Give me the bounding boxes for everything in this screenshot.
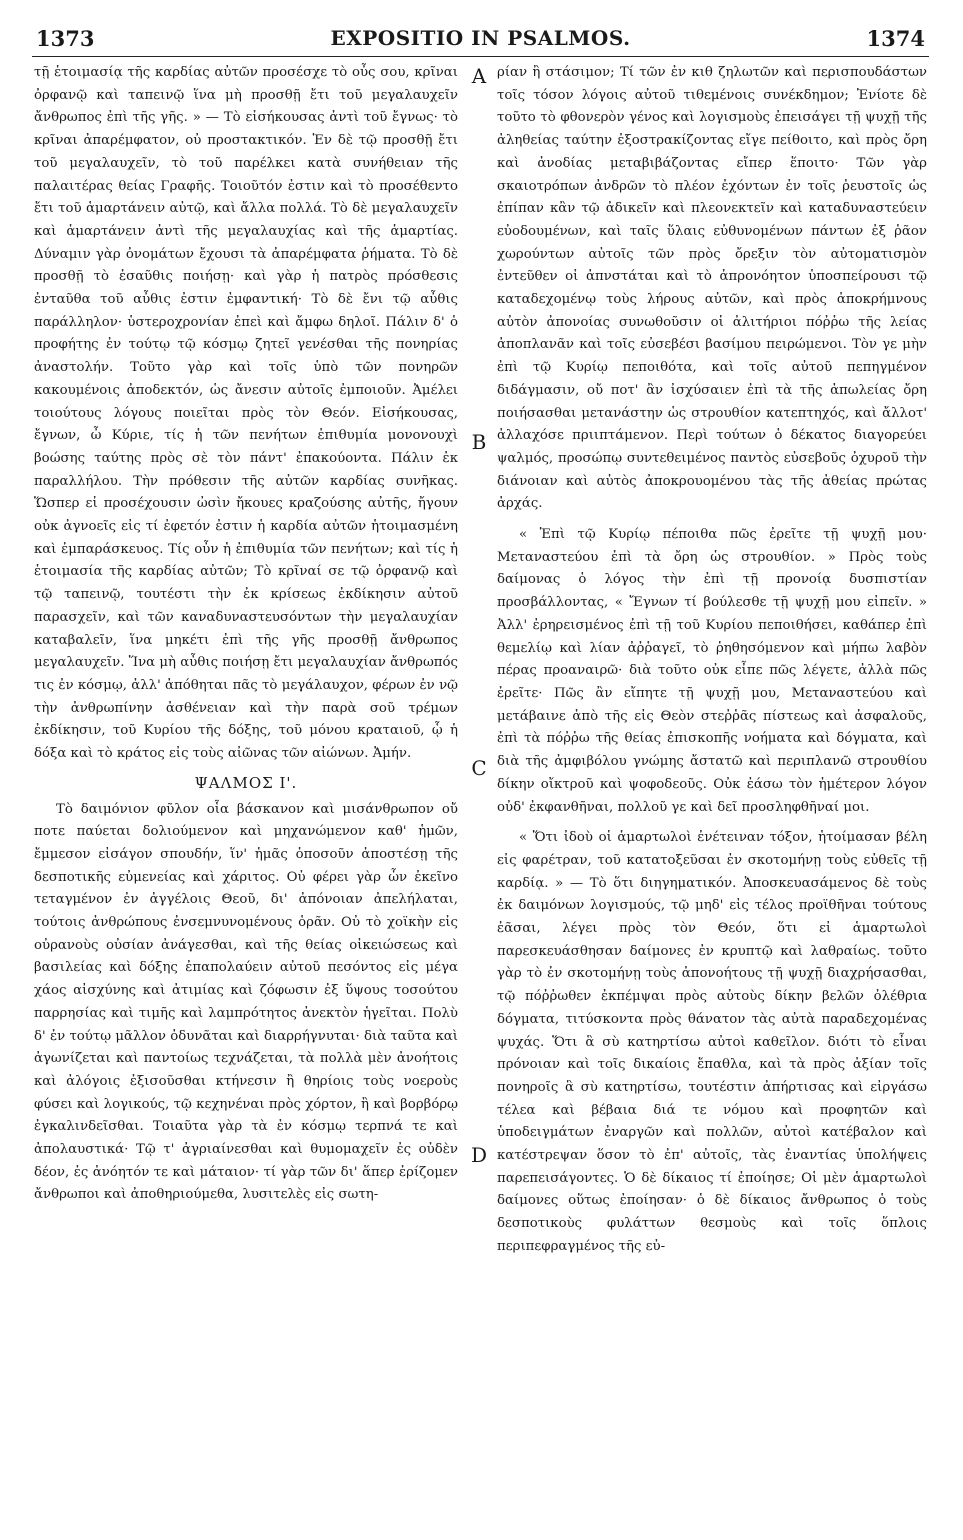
section-marker-d: D	[470, 1143, 488, 1167]
page-number-right: 1374	[866, 26, 925, 51]
right-paragraph-3: « Ὅτι ἰδοὺ οἱ ἁμαρτωλοὶ ἐνέτειναν τόξον, ἡτοίμασαν βέλη εἰς φαρέτραν, τοῦ κατατοξεῦσαι ἐν σκοτομήνῃ τοὺς εὐθεῖς τῇ καρδίᾳ. » — Τὸ ὅτι διηγηματικόν. Ἀποσκευασάμενος δὲ τοὺς ἐκ δαιμόνων λογισμούς, τῷ μηδ' εἰς τέλος προϊθῆναι τούτους ἐᾶσαι, λέγει πρὸς τὸν Θεόν, ὅτι εἰ ἁμαρτωλοὶ παρεσκευάσθησαν δαίμονες ἐν κρυπτῷ καὶ λαθραίως. τοῦτο γὰρ τὸ ἐν σκοτομήνῃ τοὺς ἀπονοήτους τῇ ψυχῇ διαχρήσασθαι, τῷ πόῤῥωθεν ἐκπέμψαι πρὸς αὐτοὺς δίκην βελῶν ὀλέθρια δόγματα, τιτύσκοντα πρὸς θάνατον τὰς αὐτὰ παραδεχομένας ψυχάς. Ὅτι ἃ σὺ κατηρτίσω αὐτοὶ καθεῖλον. διότι τὸ εἶναι πρόνοιαν καὶ τοῖς δικαίοις ἔπαθλα, καὶ τὰ πρὸς ἀξίαν τοῖς πονηροῖς ἃ σὺ κατηρτίσω, τουτέστιν ἀπήρτισας καὶ εἰργάσω τέλεα καὶ βέβαια διά τε νόμου καὶ προφητῶν καὶ ὑποδειγμάτων ἐναργῶν καὶ πολλῶν, αὐτοὶ κατέβαλον καὶ κατέστρεψαν ὅσον τὸ ἐπ' αὐτοῖς, τὰς ἐναντίας ὑπολήψεις παρεπεισάγοντες. Ὁ δὲ δίκαιος τί ἐποίησε; Οἱ μὲν ἁμαρτωλοὶ δαίμονες οὕτως ἐποίησαν· ὁ δὲ δίκαιος ἄνθρωπος ὁ τοὺς δεσποτικοὺς φυλάττων θεσμοὺς καὶ τοῖς ὅπλοις περιπεφραγμένος τῆς εὐ-	[497, 830, 927, 1254]
section-marker-b: B	[471, 430, 487, 454]
right-column	[497, 62, 927, 1532]
left-paragraph-2: Τὸ δαιμόνιον φῦλον οἷα βάσκανον καὶ μισάνθρωπον οὔ ποτε παύεται δολιούμενον καὶ μηχανώμενον καθ' ἡμῶν, ἔμμεσον εἰσάγον σπουδήν, ἵν' ἡμᾶς ὁποσοῦν ἀποστέσῃ τῆς δεσποτικῆς εὐμενείας καὶ χάριτος. Οὐ φέρει γὰρ ὧν ἐκεῖνο τεταγμένον ἐν ἀγγέλοις Θεοῦ, δι' ἀπόνοιαν ἀπελήλαται, τούτοις ἀνθρώπους ἐνσεμνυνομένους ὁρᾶν. Οὐ τὸ χοϊκὴν εἰς οὐρανοὺς οὐσίαν ἀνάγεσθαι, καὶ τῆς θείας οἰκειώσεως καὶ βασιλείας καὶ δόξης ἐπαπολαύειν αὐτοῦ πεσόντος εἰς μέγα χάος αἰσχύνης καὶ ἀτιμίας καὶ ζόφωσιν ἐξ ὕψους τοσούτου παρρησίας καὶ τιμῆς καὶ λαμπρότητος ἀνεκτὸν ἡγεῖται. Πολὺ δ' ἐν τούτῳ μᾶλλον ὀδυνᾶται καὶ διαρρήγνυται· διὰ ταῦτα καὶ ἀγωνίζεται καὶ παντοίως τεχνάζεται, τὰ πολλὰ μὲν ἀνοήτοις καὶ ἀλόγοις ἐξισοῦσθαι κτήνεσιν ἢ θηρίοις τοὺς νοεροὺς φύσει καὶ λογικούς, τῷ κεχηνέναι πρὸς χόρτον, ἢ καὶ βορβόρῳ ἐγκαλινδεῖσθαι. Τοιαῦτα γὰρ τὰ ἐν κόσμῳ τερπνά τε καὶ ἀπολαυστικά· Τῷ τ' ἀγριαίνεσθαι καὶ θυμομαχεῖν ἐς οὐδὲν δέον, ἐς ἀνόητόν τε καὶ μάταιον· τί γὰρ τῶν δι' ἅπερ ἐρίζομεν ἄνθρωποι καὶ ἀποθηριούμεθα, λυσιτελὲς εἰς σωτη-	[34, 801, 458, 1203]
page-header	[32, 20, 929, 57]
left-paragraph-1: τῇ ἑτοιμασίᾳ τῆς καρδίας αὐτῶν προσέσχε τὸ οὖς σου, κρῖναι ὀρφανῷ καὶ ταπεινῷ ἵνα μὴ προσθῇ ἔτι τοῦ μεγαλαυχεῖν ἄνθρωπος ἐπὶ τῆς γῆς. » — Τὸ εἰσήκουσας ἀντὶ τοῦ ἔγνως· τὸ κρῖναι ἀπαρέμφατον, οὐ προστακτικόν. Ἐν δὲ τῷ προσθῇ ἔτι τοῦ μεγαλαυχεῖν, τὸ τοῦ παρέλκει κατὰ συνήθειαν τῆς παλαιτέρας θείας Γραφῆς. Τοιοῦτόν ἐστιν καὶ τὸ προσέθεντο ἔτι τοῦ ἁμαρτάνειν αὐτῷ, καὶ ἄλλα πολλά. Τὸ δὲ μεγαλαυχεῖν καὶ ἁμαρτάνειν ἀντὶ τῆς μεγαλαυχίας καὶ τῆς ἁμαρτίας. Δύναμιν γὰρ ὀνομάτων ἔχουσι τὰ ἀπαρέμφατα ῥήματα. Τὸ δὲ προσθῇ τὸ ἐσαῦθις ποιήσῃ· καὶ γὰρ ἡ πατρὸς πρόσθεσις ἐνταῦθα τοῦ αὖθις ἐστιν ἐμφαντική· Τὸ δὲ ἔνι τῷ αὖθις παράλληλον· ὑστεροχρονίαν ἐπεὶ καὶ ἄμφω δηλοῖ. Πάλιν δ' ὁ προφήτης ἐν τούτῳ τῷ κόσμῳ ζητεῖ γενέσθαι τῆς πονηρίας ἀναστολήν. Τοῦτο γὰρ καὶ τοῖς ὑπὸ τῶν πονηρῶν κακουμένοις ἀποδεκτόν, ὡς ἄνεσιν αὐτοῖς ἐμποιοῦν. Ἀμέλει τοιούτους λόγους ποιεῖται πρὸς τὸν Θεόν. Εἰσήκουσας, ἔγνων, ὦ Κύριε, τίς ἡ τῶν πενήτων ἐπιθυμία μονονουχὶ βοώσης ταύτης πρὸς σὲ τὸν πάντ' ἐπακούοντα. Πάλιν ἐκ παραλλήλου. Τὴν πρόθεσιν τῆς αὐτῶν καρδίας συνῆκας. Ὥσπερ εἰ προσέχουσιν ὠσὶν ἤκουες κραζούσης αὐτῆς, ἤγουν οὐκ ἀγνοεῖς εἰς τί ἐφετόν ἐστιν ἡ καρδία αὐτῶν ἡτοιμασμένη καὶ ἐμπαράσκευος. Τίς οὖν ἡ ἐπιθυμία τῶν πενήτων; καὶ τίς ἡ ἑτοιμασία τῆς καρδίας αὐτῶν; Τὸ κρῖναί σε τῷ ὀρφανῷ καὶ τῷ ταπεινῷ, τουτέστι τὴν ἐκ κρίσεως ἐκδίκησιν αὐτοῦ παρασχεῖν, καὶ τῶν καναδυναστευσόντων τὴν μεγαλαυχίαν καταβαλεῖν, ἵνα μηκέτι ἐπὶ τῆς γῆς προσθῇ ἄνθρωπος μεγαλαυχεῖν. Ἵνα μὴ αὖθις ποιήσῃ ἔτι μεγαλαυχίαν ἄνθρωπός τις ἐν κόσμῳ, ἀλλ' ἀπόθηται πᾶς τὸ μεγάλαυχον, φέρων ἐν νῷ τὴν ἀνθρωπίνην ἀσθένειαν καὶ τὴν παρὰ σοῦ τρέμων ἐκδίκησιν, τοῦ Κυρίου τῆς δόξης, τοῦ μόνου κραταιοῦ, ᾧ ἡ δόξα καὶ τὸ κράτος εἰς τοὺς αἰῶνας τῶν αἰώνων. Ἀμήν.	[34, 65, 458, 762]
right-paragraph-2: « Ἐπὶ τῷ Κυρίῳ πέποιθα πῶς ἐρεῖτε τῇ ψυχῇ μου· Μεταναστεύου ἐπὶ τὰ ὄρη ὡς στρουθίον. » Πρὸς τοὺς δαίμονας ὁ λόγος τὴν ἐπὶ τῇ προνοίᾳ δυσπιστίαν προσβάλλοντας, « Ἔγνων τί βούλεσθε τῇ ψυχῇ μου εἰπεῖν. » Ἀλλ' ἐρηρεισμένος ἐπὶ τῇ τοῦ Κυρίου πεποιθήσει, καθάπερ ἐπὶ θεμελίῳ καὶ λίαν ἀῤῥαγεῖ, τὸ ῥηθησόμενον καὶ μήπω λαβὸν πέρας προαναιρῶ· διὰ τοῦτο οὐκ εἶπε πῶς λέγετε, ἀλλὰ πῶς ἐρεῖτε· Πῶς ἂν εἴπητε τῇ ψυχῇ μου, Μεταναστεύου καὶ μετάβαινε ἀπὸ τῆς εἰς Θεὸν στεῤῥᾶς πίστεως καὶ ἀσφαλοῦς, ἐπὶ τὰ πόῤῥω τῆς θείας ἐπισκοπῆς νοήματα καὶ δόγματα, καὶ διὰ τῆς ἀμφιβόλου γνώμης ἄστατῶ καὶ περιπλανῶ στρουθίου δίκην οἴκτροῦ καὶ ψοφοδεοῦς. Οὐκ ἐάσω τὸν ἡμέτερον λόγον οὐδ' ἐκφανθῆναι, πολλοῦ γε καὶ δεῖ προσληφθῆναί μοι.	[497, 527, 927, 815]
section-marker-a: A	[471, 64, 487, 88]
page-number-left: 1373	[36, 26, 95, 51]
right-paragraph-1: ρίαν ἢ στάσιμον; Τί τῶν ἐν κιθ ζηλωτῶν καὶ περισπουδάστων τοῖς τόσον λόγοις αὐτοῦ τιθεμένοις συνέκδημον; Ἐνίοτε δὲ τοῦτο τὸ φθονερὸν γένος καὶ λογισμοὺς ἐπεισάγει τῇ ψυχῇ τῆς ἀληθείας ταύτην ἐξοστρακίζοντας εἴγε πείθοιτο, καὶ πρὸς ὄρη καὶ ἀνοδίας μεταβιβάζοντας εἴπερ ἕποιτο· Τῶν γὰρ σκαιοτρόπων ἀνδρῶν τὸ πλέον ἐχόντων ἐν τοῖς ῥευστοῖς ὡς ἐπίπαν κἂν τῷ ἀδικεῖν καὶ πλεονεκτεῖν καὶ καταδυναστεύειν εὐοδουμένων, καὶ ταῖς ὕλαις εὐθυνομένων πάντων ἐξ ῥᾶον χωρούντων αὐτοῖς τῶν πρὸς ὄρεξιν τὸν αὐτοματισμὸν ἐντεῦθεν οἱ ἀπνστάται καὶ τὸ ἀπρονόητον ὑποσπείρουσι τῷ καταδεχομένῳ τοὺς λήρους αὐτῶν, καὶ πρὸς ἀποκρήμνους αὐτὸν ἀπονοίας συνωθοῦσιν οἱ ἀλιτήριοι πόῤῥω τῆς λείας ἀποπλανᾶν καὶ τοῖς εὐσεβέσι βασίμου πειρώμενοι. Τὸν γε μὴν ἐπὶ τῷ Κυρίῳ πεποιθότα, καὶ τοῖς αὐτοῦ πεπηγμένον διδάγμασιν, οὔ ποτ' ἂν ἰσχύσαιεν ἐπὶ τὰ τῆς ἀπωλείας ὄρη ποιήσασθαι μετανάστην ὡς στρουθίον κατεπτηχός, καὶ ἄλλοτ' ἀλλαχόσε πριιπτάμενον. Περὶ τούτων ὁ δέκατος διαγορεύει ψαλμός, προσώπῳ συντεθειμένος παντὸς εὐσεβοῦς ὀχυροῦ τὴν διάνοιαν καὶ αὐτὸς ἀποκρουομένου τὰς τῆς ἀθείας πρώτας ἀρχάς.	[497, 65, 927, 512]
psalm-heading: ΨΑΛΜΟΣ Ι'.	[194, 773, 298, 792]
running-title: EXPOSITIO IN PSALMOS.	[330, 26, 631, 50]
section-marker-c: C	[471, 756, 487, 780]
left-column	[34, 62, 458, 1532]
